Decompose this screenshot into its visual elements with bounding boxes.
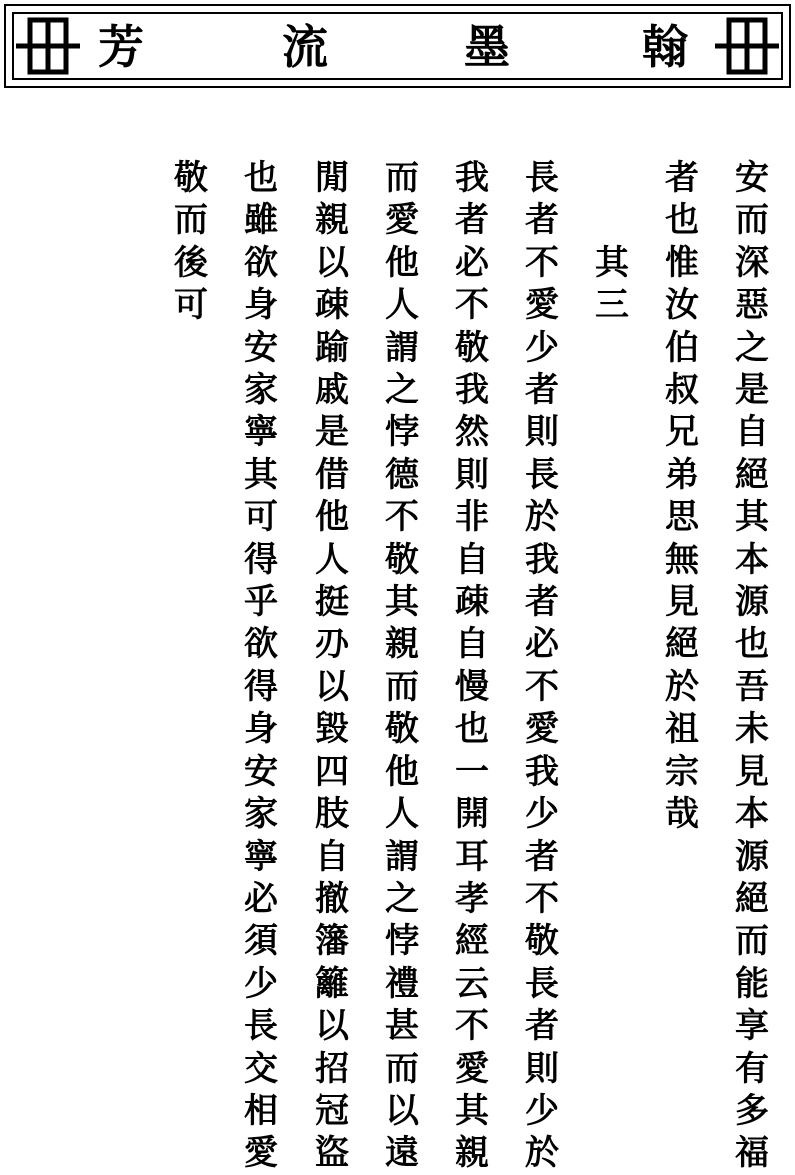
text-column-4: 長者不愛少者則長於我者必不愛我少者不敬長者則少於: [525, 158, 559, 1174]
title-char-2: 墨: [464, 20, 510, 74]
text-column-5: 我者必不敬我然則非自疎自慢也一開耳孝經云不愛其親: [455, 158, 489, 1174]
text-column-6: 而愛他人謂之悖德不敬其親而敬他人謂之悖禮甚而以遠: [385, 158, 419, 1174]
title-char-3: 流: [282, 20, 328, 74]
header-banner: [4, 4, 791, 88]
text-column-1: 安而深惡之是自絕其本源也吾未見本源絕而能享有多福: [735, 158, 769, 1174]
title-char-4: 芳: [98, 20, 144, 74]
fret-ornament-right: [715, 12, 779, 82]
text-column-7: 閒親以疎踰戚是借他人挺刅以毀四肢自撤籓籬以招冠盜: [315, 158, 349, 1174]
fret-ornament-left: [16, 12, 80, 82]
text-column-2: 者也惟汝伯叔兄弟思無見絕於祖宗哉: [665, 158, 699, 835]
text-column-8: 也雖欲身安家寧其可得乎欲得身安家寧必須少長交相愛: [244, 158, 278, 1174]
text-column-9: 敬而後可: [174, 158, 208, 326]
text-column-3-heading: 其三: [595, 243, 629, 326]
title-char-1: 翰: [642, 20, 688, 74]
